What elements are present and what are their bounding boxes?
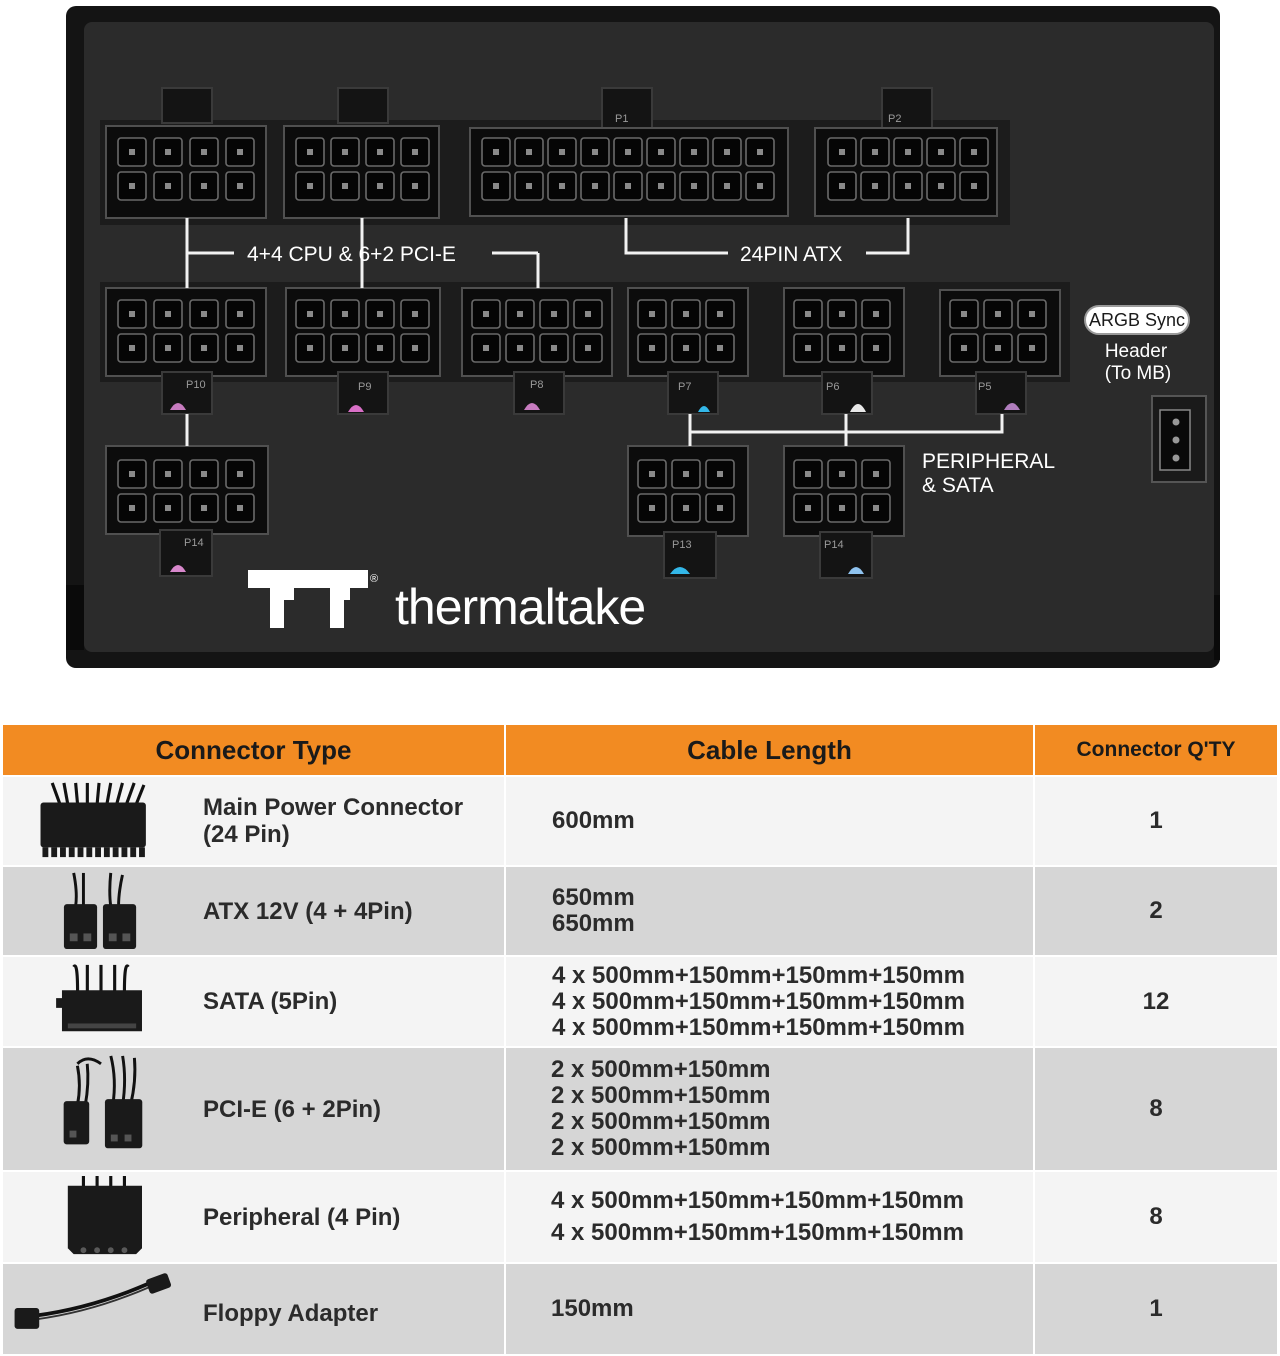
connector-pin-hole xyxy=(873,311,879,317)
port-label-p8: P8 xyxy=(530,379,544,391)
table-row xyxy=(3,867,1277,957)
svg-text:®: ® xyxy=(370,573,379,585)
cable-length: 600mm xyxy=(552,807,635,834)
connector-pin-hole xyxy=(658,149,664,155)
connector-type-main-power: Main Power Connector (24 Pin) xyxy=(203,794,464,848)
connector-pin-hole xyxy=(873,471,879,477)
connector-pin-hole xyxy=(805,345,811,351)
port-label-p14-left: P14 xyxy=(184,537,204,549)
connector-pin-hole xyxy=(201,311,207,317)
connector-pin-hole xyxy=(237,345,243,351)
connector-pin-hole xyxy=(649,471,655,477)
connector-pin-hole xyxy=(412,311,418,317)
connector-pin-hole xyxy=(724,183,730,189)
table-row xyxy=(3,1264,1277,1354)
connector-pin-hole xyxy=(1029,311,1035,317)
connector-pin-hole xyxy=(551,311,557,317)
port-label-p10: P10 xyxy=(186,379,206,391)
connector-pin-hole xyxy=(805,471,811,477)
connector-pin-hole xyxy=(129,345,135,351)
header-connector-qty: Connector Q'TY xyxy=(1076,738,1236,761)
connector-pin-hole xyxy=(165,183,171,189)
connector-pin-hole xyxy=(839,505,845,511)
connector-pin-hole xyxy=(625,149,631,155)
connector-pin-hole xyxy=(905,183,911,189)
connector-pin-hole xyxy=(165,149,171,155)
connector-pin-hole xyxy=(839,311,845,317)
argb-header-line2: (To MB) xyxy=(1104,363,1172,384)
connector-pin-hole xyxy=(905,149,911,155)
connector-pin-hole xyxy=(342,183,348,189)
cable-length: 4 x 500mm+150mm+150mm+150mm xyxy=(552,1013,965,1041)
connector-type-sata: SATA (5Pin) xyxy=(203,988,338,1015)
connector-pin-hole xyxy=(493,149,499,155)
connector-pin-hole xyxy=(839,471,845,477)
connector-qty: 8 xyxy=(1149,1095,1163,1122)
connector-pin-hole xyxy=(717,311,723,317)
connector-pin-hole xyxy=(237,471,243,477)
connector-pin-hole xyxy=(342,311,348,317)
connector-pin-hole xyxy=(585,311,591,317)
connector-pin-hole xyxy=(129,149,135,155)
argb-header-line1: Header xyxy=(1104,341,1168,362)
connector-pin-hole xyxy=(873,505,879,511)
connector-pin-hole xyxy=(683,505,689,511)
atx-label: 24PIN ATX xyxy=(740,243,843,266)
connector-type-peripheral: Peripheral (4 Pin) xyxy=(203,1203,401,1231)
connector-type-floppy: Floppy Adapter xyxy=(203,1299,379,1327)
cpu-pcie-label: 4+4 CPU & 6+2 PCI-E xyxy=(247,243,456,266)
connector-pin-hole xyxy=(839,345,845,351)
connector-pin-hole xyxy=(307,149,313,155)
connector-pin-hole xyxy=(971,183,977,189)
connector-pin-hole xyxy=(165,345,171,351)
connector-pin-hole xyxy=(129,311,135,317)
connector-pin-hole xyxy=(377,311,383,317)
connector-pin-hole xyxy=(683,311,689,317)
header-connector-type: Connector Type xyxy=(3,725,506,775)
cable-length: 150mm xyxy=(551,1295,634,1322)
table-row xyxy=(3,777,1277,867)
connector-pin-hole xyxy=(938,149,944,155)
connector-pin-hole xyxy=(805,505,811,511)
connector-pin-hole xyxy=(961,345,967,351)
connector-pin-hole xyxy=(493,183,499,189)
connector-pin-hole xyxy=(717,505,723,511)
connector-pin-hole xyxy=(649,345,655,351)
connector-pin-hole xyxy=(724,149,730,155)
connector-spec-table xyxy=(3,725,1277,1354)
connector-pin-hole xyxy=(237,183,243,189)
port-label-p9: P9 xyxy=(358,381,372,393)
connector-pin-hole xyxy=(658,183,664,189)
connector-pin-hole xyxy=(592,149,598,155)
connector-pin-hole xyxy=(307,311,313,317)
port-label-p2: P2 xyxy=(888,113,902,125)
cable-length: 4 x 500mm+150mm+150mm+150mm xyxy=(552,987,965,1015)
cable-length: 2 x 500mm+150mm xyxy=(551,1056,771,1083)
atx-12v-connector-icon xyxy=(11,871,191,951)
connector-pin-hole xyxy=(412,149,418,155)
connector-pin-hole xyxy=(717,345,723,351)
connector-qty: 12 xyxy=(1142,987,1170,1015)
floppy-adapter-icon xyxy=(7,1268,187,1350)
connector-pin-hole xyxy=(691,183,697,189)
connector-pin-hole xyxy=(412,183,418,189)
peripheral-connector-icon xyxy=(11,1176,191,1258)
connector-pin-hole xyxy=(625,183,631,189)
connector-pin-hole xyxy=(483,311,489,317)
connector-pin-hole xyxy=(683,471,689,477)
connector-pin-hole xyxy=(342,345,348,351)
connector-pin-hole xyxy=(526,149,532,155)
connector-pin-hole xyxy=(995,345,1001,351)
table-row xyxy=(3,957,1277,1048)
connector-pin-hole xyxy=(165,311,171,317)
port-label-p1: P1 xyxy=(615,113,629,125)
connector-type-atx-12v: ATX 12V (4 + 4Pin) xyxy=(203,897,413,925)
connector-pin-hole xyxy=(377,149,383,155)
port-label-p13: P13 xyxy=(672,539,692,551)
connector-pin-hole xyxy=(551,345,557,351)
connector-pin-hole xyxy=(839,183,845,189)
connector-pin-hole xyxy=(717,471,723,477)
connector-pin-hole xyxy=(961,311,967,317)
port-label-p7: P7 xyxy=(678,381,692,393)
argb-badge: ARGB Sync xyxy=(1088,310,1186,330)
connector-pin-hole xyxy=(757,149,763,155)
connector-pin-hole xyxy=(683,345,689,351)
connector-type-pcie: PCI-E (6 + 2Pin) xyxy=(203,1095,382,1123)
connector-pin-hole xyxy=(483,345,489,351)
table-header xyxy=(3,725,1277,777)
connector-pin-hole xyxy=(872,149,878,155)
connector-pin-hole xyxy=(805,311,811,317)
cable-length: 4 x 500mm+150mm+150mm+150mm xyxy=(551,1187,964,1214)
connector-pin-hole xyxy=(757,183,763,189)
connector-pin-hole xyxy=(201,505,207,511)
connector-pin-hole xyxy=(342,149,348,155)
connector-pin-hole xyxy=(971,149,977,155)
connector-pin-hole xyxy=(412,345,418,351)
main-24pin-connector-icon xyxy=(11,781,191,861)
connector-pin-hole xyxy=(129,183,135,189)
connector-pin-hole xyxy=(307,345,313,351)
connector-pin-hole xyxy=(873,345,879,351)
connector-pin-hole xyxy=(517,345,523,351)
connector-pin-hole xyxy=(377,183,383,189)
connector-pin-hole xyxy=(237,149,243,155)
peripheral-label-line2: & SATA xyxy=(922,474,994,497)
port-label-p5: P5 xyxy=(978,381,992,393)
connector-pin-hole xyxy=(517,311,523,317)
cable-length: 4 x 500mm+150mm+150mm+150mm xyxy=(551,1219,964,1246)
connector-pin-hole xyxy=(526,183,532,189)
header-cable-length: Cable Length xyxy=(506,725,1035,775)
connector-pin-hole xyxy=(201,149,207,155)
cable-length: 2 x 500mm+150mm xyxy=(551,1134,771,1161)
connector-pin-hole xyxy=(129,471,135,477)
connector-pin-hole xyxy=(872,183,878,189)
connector-pin-hole xyxy=(377,345,383,351)
connector-pin-hole xyxy=(938,183,944,189)
connector-pin-hole xyxy=(307,183,313,189)
connector-pin-hole xyxy=(592,183,598,189)
cable-length: 2 x 500mm+150mm xyxy=(551,1108,771,1135)
connector-pin-hole xyxy=(201,471,207,477)
connector-pin-hole xyxy=(995,311,1001,317)
connector-pin-hole xyxy=(165,505,171,511)
connector-qty: 1 xyxy=(1149,1295,1163,1322)
connector-pin-hole xyxy=(585,345,591,351)
connector-pin-hole xyxy=(649,311,655,317)
pcie-connector-icon xyxy=(11,1052,191,1166)
connector-pin-hole xyxy=(237,311,243,317)
connector-qty: 1 xyxy=(1149,807,1163,834)
peripheral-label-line1: PERIPHERAL xyxy=(922,450,1056,473)
connector-pin-hole xyxy=(839,149,845,155)
connector-qty: 2 xyxy=(1149,897,1163,924)
connector-pin-hole xyxy=(559,149,565,155)
connector-pin-hole xyxy=(237,505,243,511)
cable-length: 650mm xyxy=(552,910,635,937)
brand-wordmark: thermaltake xyxy=(395,579,646,635)
sata-connector-icon xyxy=(11,961,191,1042)
connector-pin-hole xyxy=(201,183,207,189)
connector-pin-hole xyxy=(559,183,565,189)
cable-length: 650mm xyxy=(552,884,635,911)
connector-pin-hole xyxy=(691,149,697,155)
cable-length: 4 x 500mm+150mm+150mm+150mm xyxy=(552,961,965,989)
connector-pin-hole xyxy=(1029,345,1035,351)
cable-length: 2 x 500mm+150mm xyxy=(551,1082,771,1109)
table-row xyxy=(3,1048,1277,1172)
port-label-p6: P6 xyxy=(826,381,840,393)
table-row xyxy=(3,1172,1277,1264)
port-label-p14-right: P14 xyxy=(824,539,844,551)
connector-pin-hole xyxy=(129,505,135,511)
connector-qty: 8 xyxy=(1149,1203,1163,1230)
connector-pin-hole xyxy=(649,505,655,511)
connector-pin-hole xyxy=(201,345,207,351)
connector-pin-hole xyxy=(165,471,171,477)
